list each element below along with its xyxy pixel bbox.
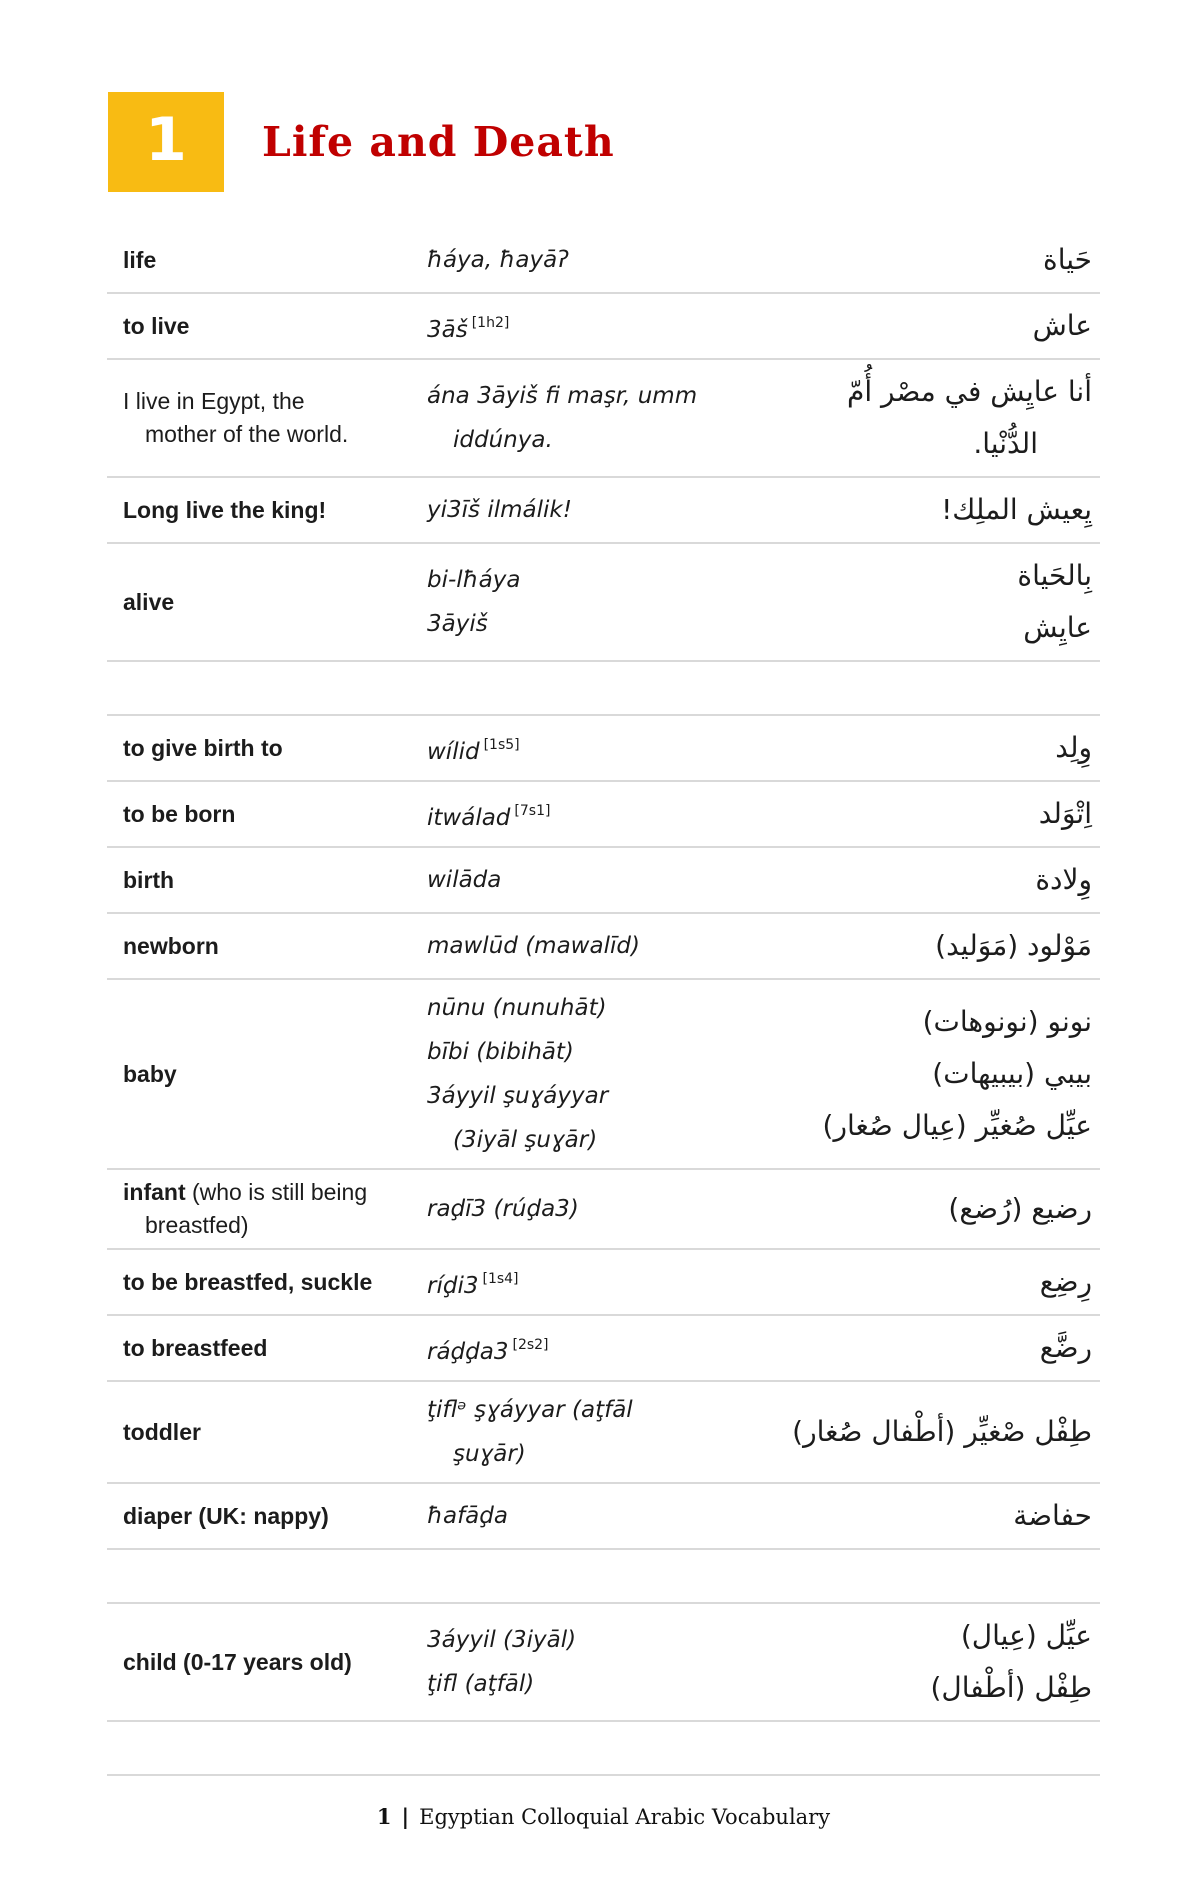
text-line: رِضِع <box>1039 1265 1092 1298</box>
text-line: ríḑi3 [1s4] <box>427 1270 519 1299</box>
text-line: diaper (UK: nappy) <box>123 1502 329 1529</box>
table-row <box>107 1604 1100 1722</box>
table-row <box>107 782 1100 848</box>
text-line: bībi (bibihāt) <box>427 1039 574 1065</box>
text-line: طِفْل صْغيِّر (أطْفال صُغار) <box>792 1415 1092 1448</box>
text-line: الدُّنْيا. <box>973 427 1038 460</box>
text-line: بيبي (بيبيهات) <box>932 1057 1092 1090</box>
transliteration-cell <box>427 558 763 646</box>
table-row <box>107 360 1100 478</box>
english-cell <box>107 1332 427 1365</box>
text-line: رضَّع <box>1039 1331 1092 1364</box>
text-line: iddúnya. <box>453 427 553 453</box>
arabic-cell <box>763 1406 1100 1458</box>
text-line: 3áyyil (3iyāl) <box>427 1627 577 1653</box>
arabic-cell <box>763 1322 1100 1374</box>
text-line: 3āyiš <box>427 611 488 637</box>
text-line: عايِش <box>1023 611 1092 644</box>
text-line: عاش <box>1032 309 1092 342</box>
transliteration-cell <box>427 238 763 282</box>
table-row <box>107 716 1100 782</box>
vocab-table <box>107 228 1100 1776</box>
text-line: to be breastfed, suckle <box>123 1268 373 1295</box>
table-row <box>107 478 1100 544</box>
transliteration-cell <box>427 301 763 352</box>
english-cell <box>107 244 427 277</box>
english-cell <box>107 586 427 619</box>
transliteration-cell <box>427 1618 763 1706</box>
text-line: ráḑḑa3 [2s2] <box>427 1336 549 1365</box>
text-line: mother of the world. <box>145 421 349 447</box>
page-root <box>0 92 1200 1892</box>
text-line: to give birth to <box>123 734 283 761</box>
transliteration-cell <box>427 789 763 840</box>
text-line: alive <box>123 588 175 615</box>
arabic-cell <box>763 722 1100 774</box>
footer-book-title: Egyptian Colloquial Arabic Vocabulary <box>419 1805 831 1829</box>
arabic-cell <box>763 484 1100 536</box>
english-cell <box>107 1500 427 1533</box>
text-line: ána 3āyiš fi maşr, umm <box>427 383 698 409</box>
arabic-cell <box>763 1183 1100 1235</box>
text-line: mawlūd (mawalīd) <box>427 933 640 959</box>
transliteration-cell <box>427 374 763 462</box>
chapter-badge <box>108 92 224 192</box>
text-line: newborn <box>123 932 219 959</box>
text-line: أنا عايِش في مصْر أُمّ <box>847 375 1092 408</box>
table-row <box>107 544 1100 662</box>
text-line: حَياة <box>1043 243 1092 276</box>
table-row <box>107 294 1100 360</box>
text-line: ħafāḑa <box>427 1503 508 1529</box>
chapter-number: 1 <box>145 105 187 175</box>
english-cell <box>107 798 427 831</box>
spacer-row <box>107 1550 1100 1604</box>
arabic-cell <box>763 788 1100 840</box>
arabic-cell <box>763 1610 1100 1714</box>
text-line: رضيع (رُضع) <box>948 1192 1092 1225</box>
text-line: 3áyyil şuɣáyyar <box>427 1083 609 1109</box>
text-line: to live <box>123 312 190 339</box>
text-line: نونو (نونوهات) <box>922 1005 1092 1038</box>
text-line: life <box>123 246 157 273</box>
text-line: عيِّل (عِيال) <box>960 1619 1092 1652</box>
text-line: يِعيش الملِك! <box>941 493 1092 526</box>
arabic-cell <box>763 996 1100 1152</box>
page-title: Life and Death <box>262 118 615 166</box>
text-line: I live in Egypt, the <box>123 388 305 414</box>
transliteration-cell <box>427 1187 763 1231</box>
table-row <box>107 980 1100 1170</box>
text-line: ţifl (aţfāl) <box>427 1671 535 1697</box>
arabic-cell <box>763 1490 1100 1542</box>
text-line: nūnu (nunuhāt) <box>427 995 607 1021</box>
text-line: yi3īš ilmálik! <box>427 497 572 523</box>
table-row <box>107 228 1100 294</box>
footer-page-number: 1 <box>376 1804 392 1829</box>
english-cell <box>107 864 427 897</box>
english-cell <box>107 1058 427 1091</box>
english-cell <box>107 732 427 765</box>
text-line: wílid [1s5] <box>427 736 520 765</box>
text-line: to breastfeed <box>123 1334 268 1361</box>
table-row <box>107 1484 1100 1550</box>
text-line: 3āš [1h2] <box>427 314 510 343</box>
table-row <box>107 848 1100 914</box>
footer-separator: | <box>401 1804 410 1829</box>
text-line: ħáya, ħayāʔ <box>427 247 569 273</box>
text-line: عيِّل صُغيِّر (عِيال صُغار) <box>822 1109 1092 1142</box>
table-row <box>107 1316 1100 1382</box>
table-row <box>107 1250 1100 1316</box>
transliteration-cell <box>427 986 763 1162</box>
text-line: şuɣār) <box>453 1441 526 1467</box>
text-line: Long live the king! <box>123 496 327 523</box>
arabic-cell <box>763 1256 1100 1308</box>
text-line: birth <box>123 866 175 893</box>
spacer-row <box>107 1722 1100 1776</box>
text-line: حفاضة <box>1013 1499 1092 1532</box>
arabic-cell <box>763 234 1100 286</box>
arabic-cell <box>763 920 1100 972</box>
english-cell <box>107 1416 427 1449</box>
table-row <box>107 1170 1100 1250</box>
chapter-header <box>108 92 1200 192</box>
transliteration-cell <box>427 1257 763 1308</box>
transliteration-cell <box>427 1323 763 1374</box>
text-line: مَوْلود (مَوَليد) <box>935 929 1092 962</box>
text-line: to be born <box>123 800 236 827</box>
transliteration-cell <box>427 723 763 774</box>
page-footer <box>107 1804 1100 1829</box>
text-line: وِلِد <box>1055 731 1092 764</box>
text-line: wilāda <box>427 867 502 893</box>
english-cell <box>107 310 427 343</box>
text-line: اِتْوَلد <box>1038 797 1092 830</box>
text-line: child (0-17 years old) <box>123 1648 352 1675</box>
transliteration-cell <box>427 924 763 968</box>
text-line: ţiflᵊ şɣáyyar (aţfāl <box>427 1397 633 1423</box>
transliteration-cell <box>427 488 763 532</box>
arabic-cell <box>763 550 1100 654</box>
english-cell <box>107 385 427 451</box>
table-row <box>107 1382 1100 1484</box>
spacer-row <box>107 662 1100 716</box>
english-cell <box>107 1646 427 1679</box>
text-line: breastfed) <box>145 1212 249 1238</box>
text-line: itwálad [7s1] <box>427 802 551 831</box>
text-line: toddler <box>123 1418 201 1445</box>
table-row <box>107 914 1100 980</box>
text-line: (3iyāl şuɣār) <box>453 1127 598 1153</box>
text-line: بِالحَياة <box>1017 559 1092 592</box>
transliteration-cell <box>427 1494 763 1538</box>
transliteration-cell <box>427 1388 763 1476</box>
arabic-cell <box>763 854 1100 906</box>
text-line: bi-lħáya <box>427 567 521 593</box>
transliteration-cell <box>427 858 763 902</box>
arabic-cell <box>763 300 1100 352</box>
text-line: raḑī3 (rúḑa3) <box>427 1196 579 1222</box>
english-cell <box>107 930 427 963</box>
english-cell <box>107 1266 427 1299</box>
text-line: baby <box>123 1060 177 1087</box>
text-line: وِلادة <box>1035 863 1092 896</box>
arabic-cell <box>763 366 1100 470</box>
text-line: infant (who is still being <box>123 1179 368 1205</box>
text-line: طِفْل (أطْفال) <box>930 1671 1092 1704</box>
english-cell <box>107 494 427 527</box>
english-cell <box>107 1176 427 1242</box>
